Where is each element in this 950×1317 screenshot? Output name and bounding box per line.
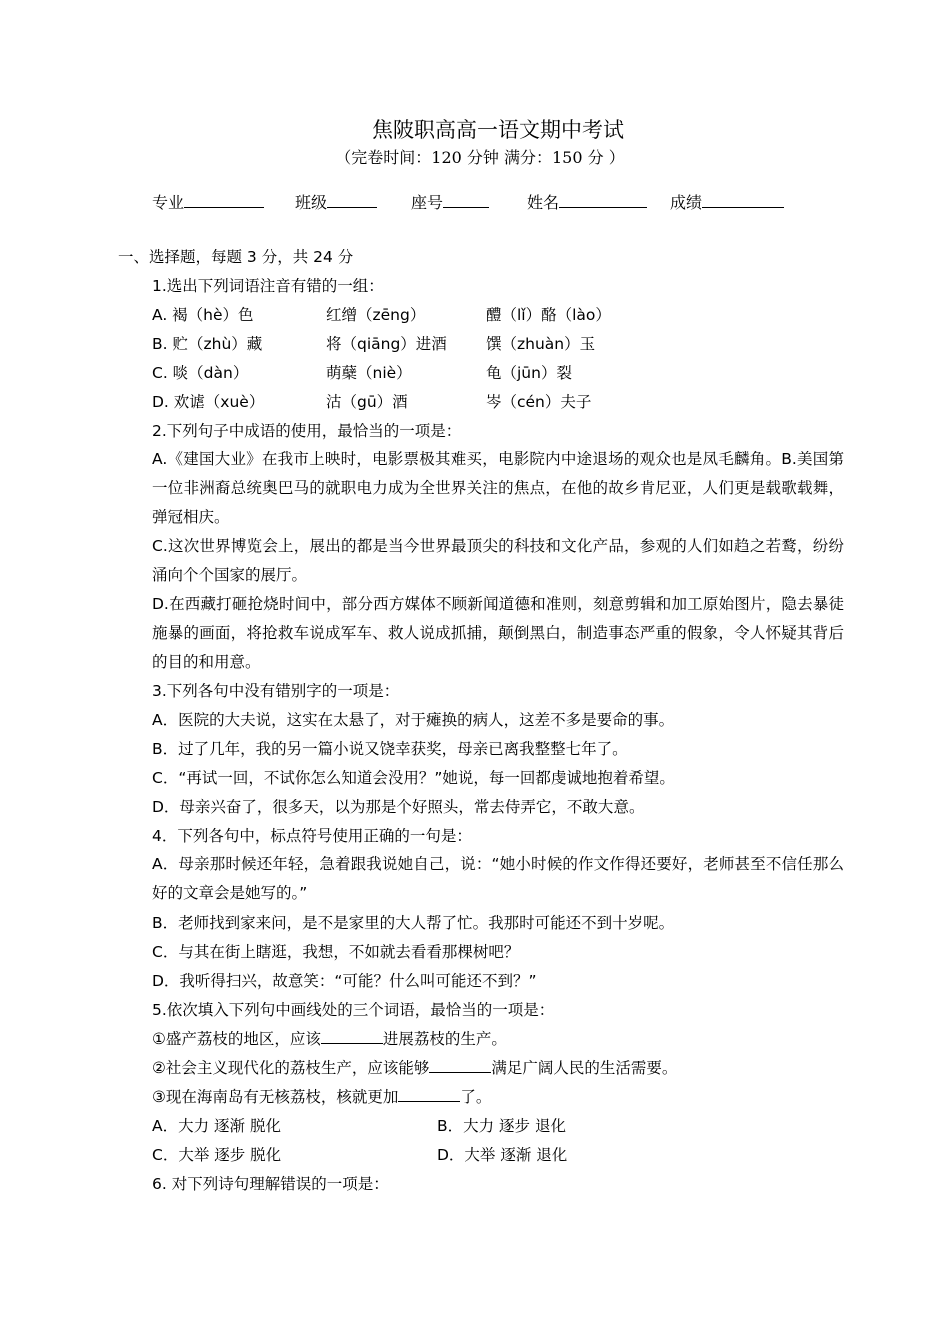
- question-5-stem: 5.依次填入下列句中画线处的三个词语，最恰当的一项是：: [152, 1001, 555, 1019]
- q1-b-3: 馔（zhuàn）玉: [486, 335, 596, 353]
- field-name: [527, 190, 647, 213]
- question-2-option-ab: A.《建国大业》在我市上映时，电影票极其难买，电影院内中途退场的观众也是凤毛麟角。B.美国第一位非洲裔总统奥巴马的就职电力成为全世界关注的焦点，在他的故乡肯尼亚，人们更是载歌载舞，弹冠相庆。: [152, 450, 844, 526]
- q1-a-3: 醴（lǐ）酪（lào）: [486, 306, 611, 324]
- question-4-option-d: D．我听得扫兴，故意笑：“可能？什么叫可能还不到？”: [152, 972, 537, 990]
- question-2-option-d: D.在西藏打砸抢烧时间中，部分西方媒体不顾新闻道德和准则，刻意剪辑和加工原始图片，隐去暴徒施暴的画面，将抢救车说成军车、救人说成抓捕，颠倒黑白，制造事态严重的假象，令人怀疑其背后的目的和用意。: [152, 595, 844, 671]
- question-3-stem: 3.下列各句中没有错别字的一项是：: [152, 682, 400, 700]
- q1-b-2: 将（qiāng）进酒: [326, 335, 447, 353]
- field-seat: [411, 190, 489, 213]
- question-4-stem: 4．下列各句中，标点符号使用正确的一句是：: [152, 827, 472, 845]
- q5-s3-blank[interactable]: [398, 1087, 460, 1102]
- field-major-label: 专业: [152, 193, 185, 212]
- question-5-sentence-1: [152, 1029, 507, 1049]
- q1-d-1: D. 欢谑（xuè）: [152, 393, 265, 411]
- question-3-option-b: B．过了几年，我的另一篇小说又饶幸获奖，母亲已离我整整七年了。: [152, 740, 628, 758]
- question-5-sentence-3: [152, 1087, 491, 1107]
- question-2-option-c: C.这次世界博览会上，展出的都是当今世界最顶尖的科技和文化产品，参观的人们如趋之若鹜，纷纷涌向个个国家的展厅。: [152, 537, 844, 584]
- q5-option-b: B．大力 逐步 退化: [437, 1117, 566, 1135]
- question-4-option-a: A．母亲那时候还年轻，急着跟我说她自己，说：“她小时候的作文作得还要好，老师甚至不信任那么好的文章会是她写的。”: [152, 855, 844, 902]
- exam-subtitle: （完卷时间：120 分钟 满分：150 分 ）: [335, 148, 625, 167]
- q1-c-2: 萌蘖（niè）: [326, 364, 412, 382]
- question-3-option-a: A．医院的大夫说，这实在太悬了，对于瘫换的病人，这差不多是要命的事。: [152, 711, 675, 729]
- field-major-blank[interactable]: [184, 191, 264, 208]
- question-3-option-d: D．母亲兴奋了，很多天，以为那是个好照头，常去侍弄它，不敢大意。: [152, 798, 645, 816]
- q5-s1-before: ①盛产荔枝的地区，应该: [152, 1030, 321, 1048]
- question-3-option-c: C．“再试一回，不试你怎么知道会没用？”她说，每一回都虔诚地抱着希望。: [152, 769, 675, 787]
- section-heading: 一、选择题，每题 3 分，共 24 分: [118, 248, 354, 266]
- q5-option-a: A．大力 逐渐 脱化: [152, 1117, 281, 1135]
- q5-s3-before: ③现在海南岛有无核荔枝，核就更加: [152, 1088, 399, 1106]
- field-seat-label: 座号: [411, 193, 444, 212]
- q5-option-d: D．大举 逐渐 退化: [437, 1146, 568, 1164]
- q1-a-1: A. 褐（hè）色: [152, 306, 254, 324]
- q1-d-2: 沽（gū）酒: [326, 393, 408, 411]
- q1-b-1: B. 贮（zhù）藏: [152, 335, 263, 353]
- q1-a-2: 红缯（zēng）: [326, 306, 426, 324]
- exam-title: 焦陂职高高一语文期中考试: [372, 118, 624, 142]
- q5-s3-after: 了。: [460, 1088, 492, 1106]
- field-class-label: 班级: [295, 193, 328, 212]
- question-5-sentence-2: [152, 1058, 677, 1078]
- question-4-option-c: C．与其在街上瞎逛，我想，不如就去看看那棵树吧？: [152, 943, 520, 961]
- q1-c-1: C. 啖（dàn）: [152, 364, 249, 382]
- q5-option-c: C．大举 逐步 脱化: [152, 1146, 282, 1164]
- question-2-stem: 2.下列句子中成语的使用，最恰当的一项是：: [152, 422, 462, 440]
- field-major: [152, 190, 264, 213]
- q5-s2-after: 满足广阔人民的生活需要。: [491, 1059, 678, 1077]
- field-class-blank[interactable]: [327, 191, 377, 208]
- field-name-blank[interactable]: [559, 191, 647, 208]
- q5-s1-blank[interactable]: [321, 1029, 383, 1044]
- field-score-blank[interactable]: [702, 191, 784, 208]
- field-class: [295, 190, 377, 213]
- q1-d-3: 岑（cén）夫子: [486, 393, 592, 411]
- field-seat-blank[interactable]: [443, 191, 489, 208]
- q5-s1-after: 进展荔枝的生产。: [382, 1030, 507, 1048]
- field-score-label: 成绩: [670, 193, 703, 212]
- field-score: [670, 190, 784, 213]
- question-6-stem: 6. 对下列诗句理解错误的一项是：: [152, 1175, 389, 1193]
- question-1-stem: 1.选出下列词语注音有错的一组：: [152, 277, 384, 295]
- question-4-option-b: B．老师找到家来问，是不是家里的大人帮了忙。我那时可能还不到十岁呢。: [152, 914, 675, 932]
- q1-c-3: 龟（jūn）裂: [486, 364, 572, 382]
- field-name-label: 姓名: [527, 193, 560, 212]
- q5-s2-before: ②社会主义现代化的荔枝生产，应该能够: [152, 1059, 430, 1077]
- q5-s2-blank[interactable]: [429, 1058, 491, 1073]
